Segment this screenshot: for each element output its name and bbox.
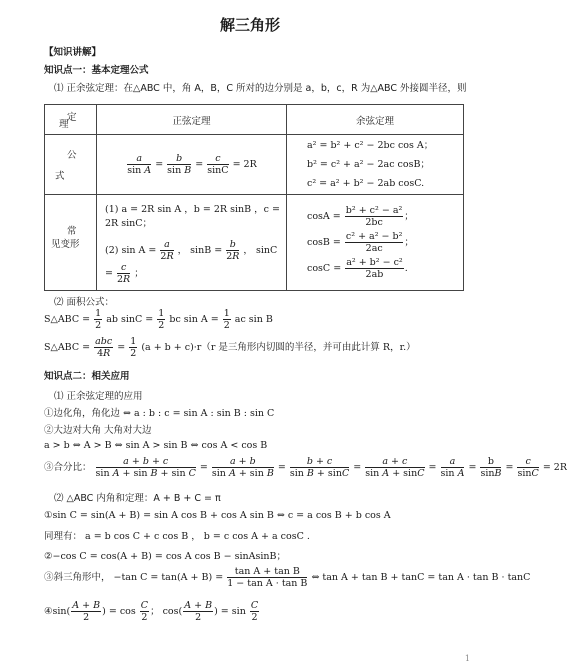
- cosine-formula-cell: [287, 135, 464, 195]
- cosine-variant-b: cosB = $\frac{\text{c² + a² − b²}}{2ac}$ ；: [307, 231, 414, 254]
- application-1-1: ①边化角，角化边 ⇔ a : b : c = sin A : sin B : sin C: [44, 408, 275, 419]
- page-title: 解三角形: [219, 16, 280, 34]
- cosine-formula-a: a² = b² + c² − 2bc cos A；: [307, 140, 434, 151]
- section-label: 【知识讲解】: [44, 47, 102, 58]
- cosine-variant-c: cosC = $\frac{\text{a² + b² − c²}}{2ab}$ .: [307, 257, 408, 280]
- sine-formula-cell: $\frac{a}{\text{sin A}}$ = $\frac{b}{\text{sin B}}$ = $\frac{c}{\sin C}$ = 2R: [97, 135, 287, 195]
- col-sine-theorem: 正弦定理: [97, 105, 287, 135]
- area-formula-1: S△ABC = $\frac{1}{2}$ ab sinC = $\frac{1}{2}$ bc sin A = $\frac{1}{2}$ ac sin B: [44, 308, 273, 331]
- item-1-text: ⑴ 正余弦定理：在△ABC 中，角 A，B，C 所对的边分别是 a，b，c，R 为△ABC 外接圆半径，则: [54, 83, 467, 94]
- row-formula-label: 公 式: [45, 135, 97, 195]
- application-2-3: ②−cos C = cos(A + B) = cos A cos B − sinAsinB；: [44, 551, 286, 562]
- theorem-table: [44, 104, 464, 291]
- sine-variant-1: (1) a = 2R sin A ，b = 2R sinB ，c = 2R sinC；: [105, 203, 280, 229]
- application-1-4: ③合分比： $\frac{a + b + c}{\text{sin A + sin B + sin C}}$ = $\frac{a + b}{\text{sin A + sin B}}$ = $\frac{b + c}{\text{sin B + sinC}}$ = $\frac{a + c}{\text{sin A + sinC}}$ = $\frac{a}{\text{sin A}}$ = $\frac{b}{\sin B}$ = $\frac{c}{\sin C}$ = 2R: [44, 456, 567, 479]
- application-2-2: 同理有： a = b cos C + c cos B ， b = c cos A + a cosC .: [44, 531, 310, 542]
- table-header-label: 定 理: [45, 105, 97, 135]
- application-1-3: a > b ⇔ A > B ⇔ sin A > sin B ⇔ cos A < cos B: [44, 440, 268, 451]
- cosine-variant-cell: [287, 195, 464, 291]
- cosine-formula-b: b² = c² + a² − 2ac cosB；: [307, 159, 430, 170]
- knowledge-point-2: 知识点二：相关应用: [44, 371, 130, 382]
- application-1: ⑴ 正余弦定理的应用: [54, 391, 143, 402]
- application-2-1: ①sin C = sin(A + B) = sin A cos B + cos A sin B ⇔ c = a cos B + b cos A: [44, 510, 391, 521]
- cosine-formula-c: c² = a² + b² − 2ab cosC.: [307, 178, 425, 189]
- knowledge-point-1: 知识点一：基本定理公式: [44, 65, 149, 76]
- application-2-5: ④sin( $\frac{A + B}{2}$ ) = cos $\frac{C}{2}$ ； cos( $\frac{A + B}{2}$ ) = sin $\frac{C}{2}$: [44, 600, 259, 623]
- row-variant-label: 常 见变形: [45, 195, 97, 291]
- item-2-text: ⑵ 面积公式：: [54, 297, 115, 308]
- col-cosine-theorem: 余弦定理: [287, 105, 464, 135]
- area-formula-2: S△ABC = $\frac{\text{abc}}{4R}$ = $\frac{1}{2}$ (a + b + c)·r（r 是三角形内切圆的半径，并可由此计算 R，r.）: [44, 336, 416, 359]
- application-1-2: ②大边对大角 大角对大边: [44, 425, 152, 436]
- sine-variant-cell: [97, 195, 287, 291]
- page-number: 1: [464, 654, 470, 663]
- application-2-4: ③斜三角形中， −tan C = tan(A + B) = $\frac{\text{tan A + tan B}}{\text{1 − tan A · tan B}}$ ⇔ tan A + tan B + tanC = tan A · tan B · tanC: [44, 566, 531, 589]
- sine-variant-2: (2) sin A = $\frac{a}{2R}$ ， sinB = $\frac{b}{2R}$ ， sinC = $\frac{c}{2R}$ ；: [105, 238, 278, 285]
- application-2: ⑵ △ABC 内角和定理：A + B + C = π: [54, 493, 221, 504]
- cosine-variant-a: cosA = $\frac{\text{b² + c² − a²}}{2bc}$ ；: [307, 205, 414, 228]
- sine-formula-tail: = 2R: [232, 159, 257, 170]
